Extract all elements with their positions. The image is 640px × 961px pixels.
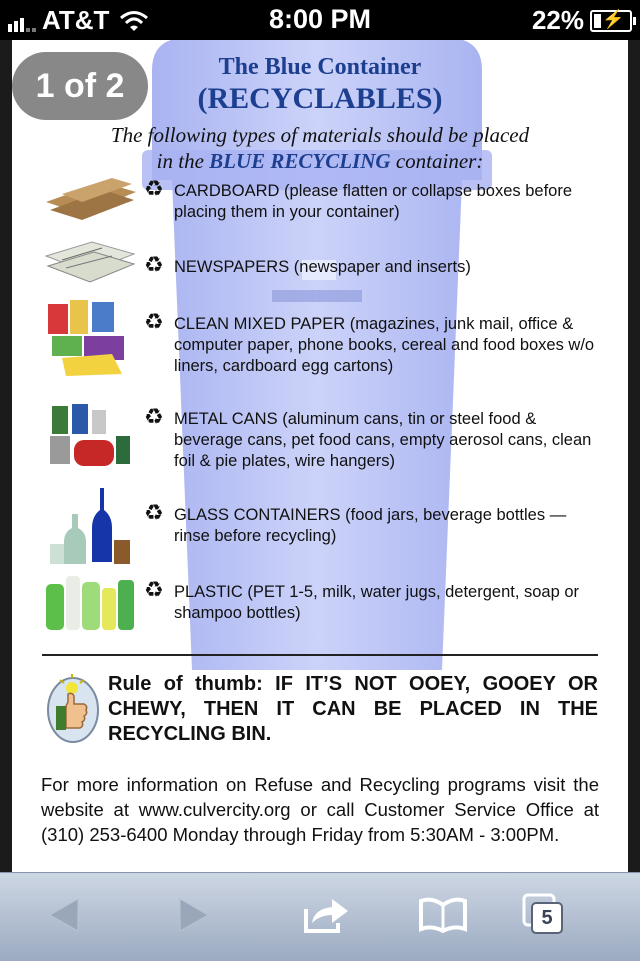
item-name: CLEAN MIXED PAPER [174, 315, 346, 333]
bookmarks-icon[interactable] [418, 897, 468, 933]
item-name: GLASS CONTAINERS [174, 506, 341, 524]
divider [42, 654, 598, 656]
doc-title: The Blue Container [218, 54, 422, 80]
browser-toolbar [0, 872, 640, 961]
battery-status [532, 5, 632, 36]
intro-line-2: in the BLUE RECYCLING container: [156, 149, 484, 173]
cardboard-image [42, 172, 138, 220]
list-item [144, 577, 606, 624]
more-info-text: For more information on Refuse and Recycling programs visit the website at www.culvercity.org or call Customer Service Office at (310) 253-6400 Monday through Friday from 5:30AM - 3:00PM. [41, 774, 599, 845]
page-indicator: 1 of 2 [12, 52, 148, 120]
list-item [144, 252, 606, 278]
status-bar [0, 0, 640, 40]
item-desc: (PET 1-5, milk, water jugs, detergent, soap or shampoo bottles) [174, 583, 580, 622]
mixed-paper-image [42, 296, 138, 380]
share-icon[interactable] [302, 893, 350, 935]
item-name: METAL CANS [174, 410, 278, 428]
battery-icon: ⚡ [590, 10, 632, 32]
intro-line-1: The following types of materials should be placed [110, 123, 530, 147]
item-name: PLASTIC [174, 583, 243, 601]
item-name: CARDBOARD [174, 182, 280, 200]
doc-subtitle: (RECYCLABLES) [197, 82, 443, 115]
newspapers-image [42, 236, 138, 284]
recycle-icon: ♻ [144, 577, 164, 602]
recycle-icon: ♻ [144, 500, 164, 525]
list-item [144, 500, 606, 547]
metal-cans-image [42, 400, 138, 470]
tabs-button[interactable] [522, 893, 566, 937]
clock: 8:00 PM [268, 4, 372, 34]
item-desc: (aluminum cans, tin or steel food & beverage cans, pet food cans, empty aerosol cans, clean foil & pie plates, wire hangers) [174, 410, 592, 470]
list-item [144, 176, 606, 223]
battery-percent: 22% [531, 5, 584, 35]
forward-arrow-icon[interactable] [176, 895, 212, 935]
list-item [144, 309, 606, 377]
item-desc: (magazines, junk mail, office & computer paper, phone books, cereal and food boxes w/o liners, cardboard egg cartons) [174, 315, 595, 375]
item-desc: (please flatten or collapse boxes before placing them in your container) [174, 182, 573, 221]
list-item [144, 404, 606, 472]
plastic-bottles-image [42, 568, 138, 632]
thumbs-up-lightbulb-icon [46, 670, 100, 744]
intro-text [12, 122, 628, 174]
item-desc: (food jars, beverage bottles — rinse before recycling) [174, 506, 567, 545]
item-desc: (newspaper and inserts) [289, 258, 471, 276]
item-name: NEWSPAPERS [174, 258, 290, 276]
recycle-icon: ♻ [144, 176, 164, 201]
back-arrow-icon[interactable] [46, 895, 82, 935]
document-page[interactable] [12, 40, 628, 872]
glass-containers-image [42, 484, 138, 568]
rule-of-thumb: Rule of thumb: IF IT’S NOT OOEY, GOOEY OR CHEWY, THEN IT CAN BE PLACED IN THE RECYCLING BIN. [108, 673, 598, 745]
recycle-icon: ♻ [144, 252, 164, 277]
recycle-icon: ♻ [144, 309, 164, 334]
tabs-count: 5 [541, 906, 553, 929]
intro-highlight: BLUE RECYCLING [209, 149, 391, 173]
recycle-icon: ♻ [144, 404, 164, 429]
carrier-name: AT&T [42, 5, 110, 35]
